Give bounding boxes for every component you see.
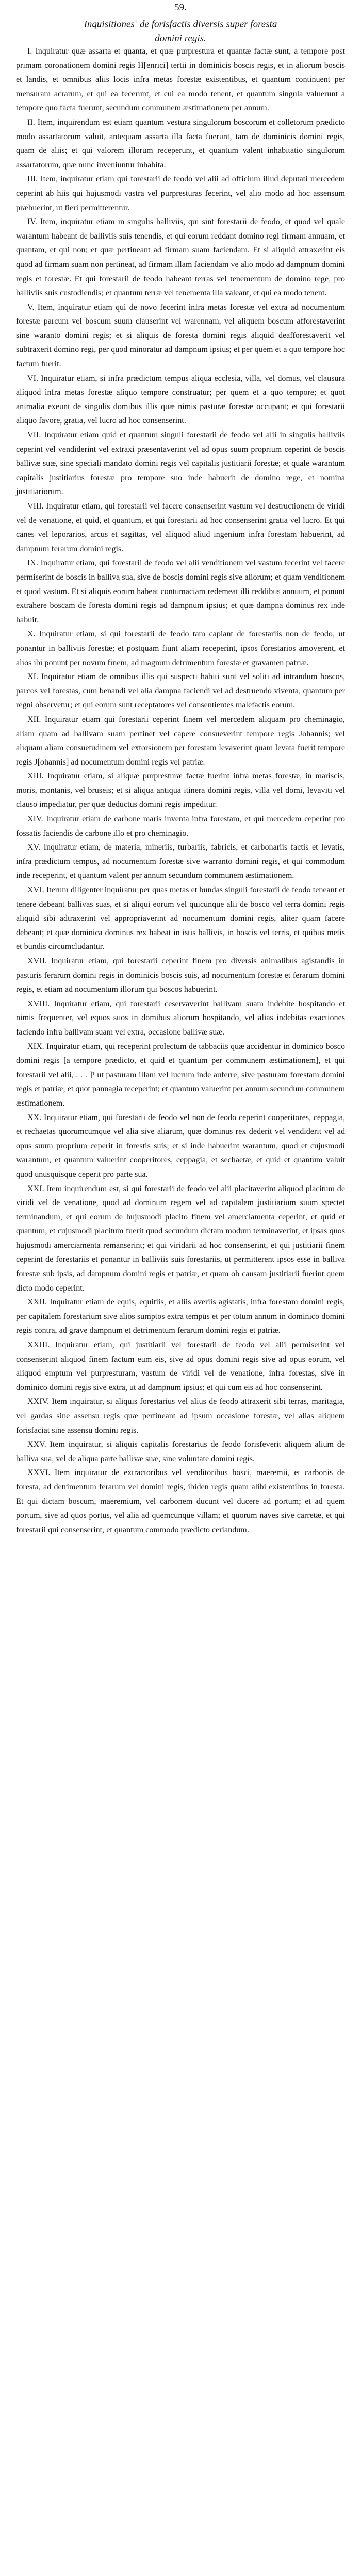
paragraph-XI: XI. Inquiratur etiam de omnibus illis qui suspecti habiti sunt vel soliti ad intrandum boscos, parcos vel forestas, cum benandi vel alia dampna faciendi vel ad destruendo viventa, quantum per regni observetur; et qui eorum sunt receptatores vel consentientes malefactis eorum. bbox=[16, 672, 345, 710]
paragraph-XIV: XIV. Inquiratur etiam de carbone maris inventa infra forestam, et qui mercedem ceperint pro fossatis faciendis de carbone illo et pro cheminagio. bbox=[16, 815, 345, 838]
page-number: 59. bbox=[174, 2, 187, 13]
paragraph-IV: IV. Item, inquiratur etiam in singulis balliviis, qui sint forestarii de feodo, et quod vel quale warantum habeant de balliviis suis tenendis, et qui eorum reddant domino regi firmam annuam, et quantam, et qui non; et quæ pertineant ad firmam suam faciendam. Et si aliquid attraxerint eis quod ad firmam suam non pertineat, ad firmam illam faciendam ve alio modo ad dampnum domini regis et forestæ. Et qui forestarii de feodo habeant terras vel tenementum de domino rege, pro balliviis suis custodiendis; et quantum terræ vel tenementa illa valeant, et qui ea modo tenent. bbox=[16, 217, 345, 298]
paragraph-XXI: XXI. Item inquirendum est, si qui forestarii de feodo vel alii placitaverint aliquod placitum de viridi vel de venatione, quod ad dominum regem vel ad capitalem justitiarium suum spectet terminandum, et qui eorum de hujusmodi placito finem vel amerciamenta ceperint, et quid et quantum, et cujusmodi placitum fuerit quod secundum dictam modum terminaverint, et ipsas quos hujusmodi amerciamenta remanserint; et qui viridarii ad hoc consenserint, et qui justitiarii finem ceperint de forestariis et ponantur in balliviis suis forestariis, ut permitterent ipsos esse in balliva forestæ sub ipsis, ad dampnum domini regis et patriæ, et quam ob causam justitiarii fuerint quem dicto modo ceperint. bbox=[16, 1184, 345, 1293]
paragraph-XVI: XVI. Iterum diligenter inquiratur per quas metas et bundas singuli forestarii de feodo teneant et tenere debeant ballivas suas, et si aliqui eorum vel quicunque alii de bosco vel terra domini regis aliquid sibi adtraxerint vel appropriaverint ad nocumentum domini regis, aliter quam facere debeant; et quæ dominica dominus rex habeat in istis ballivis, in boscis vel terris, et quibus metis et bundis circumcludantur. bbox=[16, 886, 345, 952]
paragraph-VI: VI. Inquiratur etiam, si infra prædictum tempus aliqua ecclesia, villa, vel domus, vel clausura aliquod infra metas forestæ aliquo tempore construatur; per quem et a quo tempore; et quot animalia exeunt de singulis domibus illis quæ nimis pasturæ forestæ occupant; et qui forestarii aliquo favore, gratia, vel lucro ad hoc consenserint. bbox=[16, 374, 345, 426]
title-line-1-rest: de forisfactis diversis super foresta bbox=[137, 19, 277, 30]
paragraph-II: II. Item, inquirendum est etiam quantum vestura singulorum boscorum et colletorum prædicto modo assartatorum valuit, antequam assarta illa facta fuerunt, tam de dominicis domini regis, quam de aliis; et qui valorem illorum receperunt, et quantum valent inhabitatio singulorum assartatorum, quæ nunc inveniuntur inhabita. bbox=[16, 117, 345, 170]
paragraph-X: X. Inquiratur etiam, si qui forestarii de feodo tam capiant de forestariis non de feodo, ut ponantur in balliviis forestæ; et postquam fiunt aliam receperint, ipsos forestarios amoverent, et alios ibi ponunt per novum finem, ad magnum detrimentum forestæ et gravamen patriæ. bbox=[16, 630, 345, 667]
title-line-1 bbox=[31, 14, 330, 31]
title-line-2: domini regis. bbox=[155, 33, 206, 44]
paragraph-XV: XV. Inquiratur etiam, de materia, mineriis, turbariis, fabricis, et carbonariis factis et levatis, infra prædictum tempus, ad nocumentum forestæ sive warranto domini regis, et qui commodum inde receperint, et quantum valent per annum secundum communem æstimationem. bbox=[16, 843, 345, 880]
paragraph-VII: VII. Inquiratur etiam quid et quantum singuli forestarii de feodo vel alii in singulis balliviis ceperint vel vendiderint vel extraxi præsentaverint vel ad opus suum proprium ceperint de boscis ballivæ suæ, sine speciali mandato domini regis vel capitalis justitiarii forestæ; et quale warantum capitalis justitiarius forestæ pro tempore suo inde habuerit de domino rege, et nomina justitiariorum. bbox=[16, 431, 345, 497]
title-word: Inquisitiones bbox=[84, 19, 135, 30]
paragraph-XX: XX. Inquiratur etiam, qui forestarii de feodo vel non de feodo ceperint cooperitores, ceppagia, et rechaetas quorumcumque vel alia sive aliarum, quæ dominus rex dederit vel vendiderit vel ad opus suum proprium ceperit in forestis suis; et si inde habuerint warantum, quod et cujusmodi warantum, et quantum valuerint cooperitores, ceppagia, et sechaetæ, et quid et quantum valuit quod unusquisque ceperit pro parte sua. bbox=[16, 1113, 345, 1179]
paragraph-XXIV: XXIV. Item inquiratur, si aliquis forestarius vel alius de feodo attraxerit sibi terras, maritagia, vel gardas sine assensu regis quæ pertineant ad ipsum occasione forestæ, vel alias aliquem forisfaciat sine assensu domini regis. bbox=[16, 1397, 345, 1435]
paragraph-IX: IX. Inquiratur etiam, qui forestarii de feodo vel alii venditionem vel vastum fecerint vel facere permiserint de boscis in balliva sua, sive de boscis domini regis sive aliorum; et quam venditionem et quod vastum. Et si aliquis eorum habeat contumaciam redemeat illi reddibus annuum, et ponunt extrahere boscam de foresta domini regis ad dampnum ipsius; et quæ dampna dominus rex inde habuit. bbox=[16, 558, 345, 624]
paragraph-I: I. Inquiratur quæ assarta et quanta, et quæ purprestura et quantæ factæ sunt, a tempore post primam coronationem domini regis H[enrici] tertii in dominicis boscis regis, et in aliorum boscis et landis, et omnibus aliis locis infra metas forestæ existentibus, et quantum continuent per mensuram acrarum, et qui ea fecerunt, et cui ea modo tenent, et quantum singula valuerunt a tempore quo facta fuerunt, secundum communem æstimationem per annum. bbox=[16, 47, 345, 113]
paragraph-III: III. Item, inquiratur etiam qui forestarii de feodo vel alii ad officium illud deputati mercedem ceperint ab hiis qui hujusmodi vastra vel purpresturas fecerint, vel alio modo ad hoc assensum præbuerint, ut fieri permitterentur. bbox=[16, 175, 345, 212]
page-title bbox=[31, 14, 330, 46]
footnote-marker: 1 bbox=[134, 19, 138, 25]
paragraph-XVIII: XVIII. Inquiratur etiam, qui forestarii ceservaverint ballivam suam indebite hospitando et nimis frequenter, vel equos suos in domibus aliorum hospitando, vel alias indebitas exactiones faciendo infra ballivam suam vel extra, occasione ballivæ suæ. bbox=[16, 999, 345, 1037]
paragraph-XXV: XXV. Item inquiratur, si aliquis capitalis forestarius de feodo forisfeverit aliquem alium de balliva sua, vel de aliqua parte ballivæ suæ, sine voluntate domini regis. bbox=[16, 1440, 345, 1463]
paragraph-XXII: XXII. Inquiratur etiam de equis, equitiis, et aliis averiis agistatis, infra forestam domini regis, per capitalem forestarium sive alios sumptos extra tempus et per totum annum in dominico domini regis contra, ad grave dampnum et detrimentum ferarum domini regis et patriæ. bbox=[16, 1298, 345, 1335]
paragraph-XII: XII. Inquiratur etiam qui forestarii ceperint finem vel mercedem aliquam pro cheminagio, aliam quam ad ballivam suam pertinet vel capere consueverint tempore regis Johannis; vel aliquam aliam consuetudinem vel extorsionem per forestam levaverint quam levata fuerit tempore regis J[ohannis] ad nocumentum domini regis vel patriæ. bbox=[16, 715, 345, 767]
paragraph-V: V. Item, inquiratur etiam qui de novo fecerint infra metas forestæ vel extra ad nocumentum forestæ parcum vel boscum suum clauserint vel warennam, vel aliquem boscum afforestaverint sine waranto domini regis; et si aliquis de foresta domini regis aliquid deafforestaverit vel subtraxerit domino regi, per quod minoratur ad dampnum ipsius; et per quem et a quo tempore hoc factum fuerit. bbox=[16, 302, 345, 369]
paragraph-XIII: XIII. Inquiratur etiam, si aliquæ purpresturæ factæ fuerint infra metas forestæ, in mariscis, moris, montanis, vel bruseis; et si aliqua antiqua itinera domini regis, villa vel domi, levaviti vel clauso impediatur, per quæ deductus domini regis impeditur. bbox=[16, 772, 345, 809]
document-body bbox=[16, 44, 345, 1537]
paragraph-VIII: VIII. Inquiratur etiam, qui forestarii vel facere consenserint vastum vel destructionem de viridi vel de venatione, et quid, et quantum, et qui forestarii ad hoc consenserint gratia vel lucro. Et qui canes vel leporarios, arcus et sagittas, vel aliquod aliud ingenium infra forestam habuerint, ad dampnum ferarum domini regis. bbox=[16, 502, 345, 553]
paragraph-XIX: XIX. Inquiratur etiam, qui receperint prolectum de tabbaciis quæ accidentur in dominico bosco domini regis [a tempore prædicto, et quid et quantum per communem æstimationem], et qui forestarii vel alii, . . . ]¹ ut pasturam illam vel lucrum inde auferre, sive pasturam forestam domini regis et patriæ; et quot pannagia receperint; et quantum valuerint per annum secundum communem æstimationem. bbox=[16, 1042, 345, 1108]
paragraph-XXVI: XXVI. Item inquiratur de extractoribus vel venditoribus bosci, maeremii, et carbonis de foresta, ad detrimentum ferarum vel domini regis, ibiden regis quam alibi existentibus in foresta. Et qui dictam boscum, maeremium, vel carbonem ducunt vel ducere ad portum; et ad quem portum, sive ad quos portus, vel alia ad quemcunque villam; et quorum naves sive carretæ, et qui forestarii qui consenserint, et quantum commodo prædicto ceriandum. bbox=[16, 1468, 345, 1534]
paragraph-XXIII: XXIII. Inquiratur etiam, qui justitiarii vel forestarii de feodo vel alii permiserint vel consenserint aliquod finem factum eum eis, sive ad opus domini regis sive ad opus eorum, vel aliquod emptum vel purpresturam, vastum de viridi vel de venatione, infra forestas, sive in dominico domini regis sive extra, ut ad dampnum ipsius; et qui cum eis ad hoc consenserint. bbox=[16, 1341, 345, 1392]
paragraph-XVII: XVII. Inquiratur etiam, qui forestarii ceperint finem pro diversis animalibus agistandis in pasturis ferarum domini regis in dominicis boscis suis, ad nocumentum forestæ et ferarum domini regis, et etiam ad nocumentum illorum qui boscos habuerint. bbox=[16, 957, 345, 994]
